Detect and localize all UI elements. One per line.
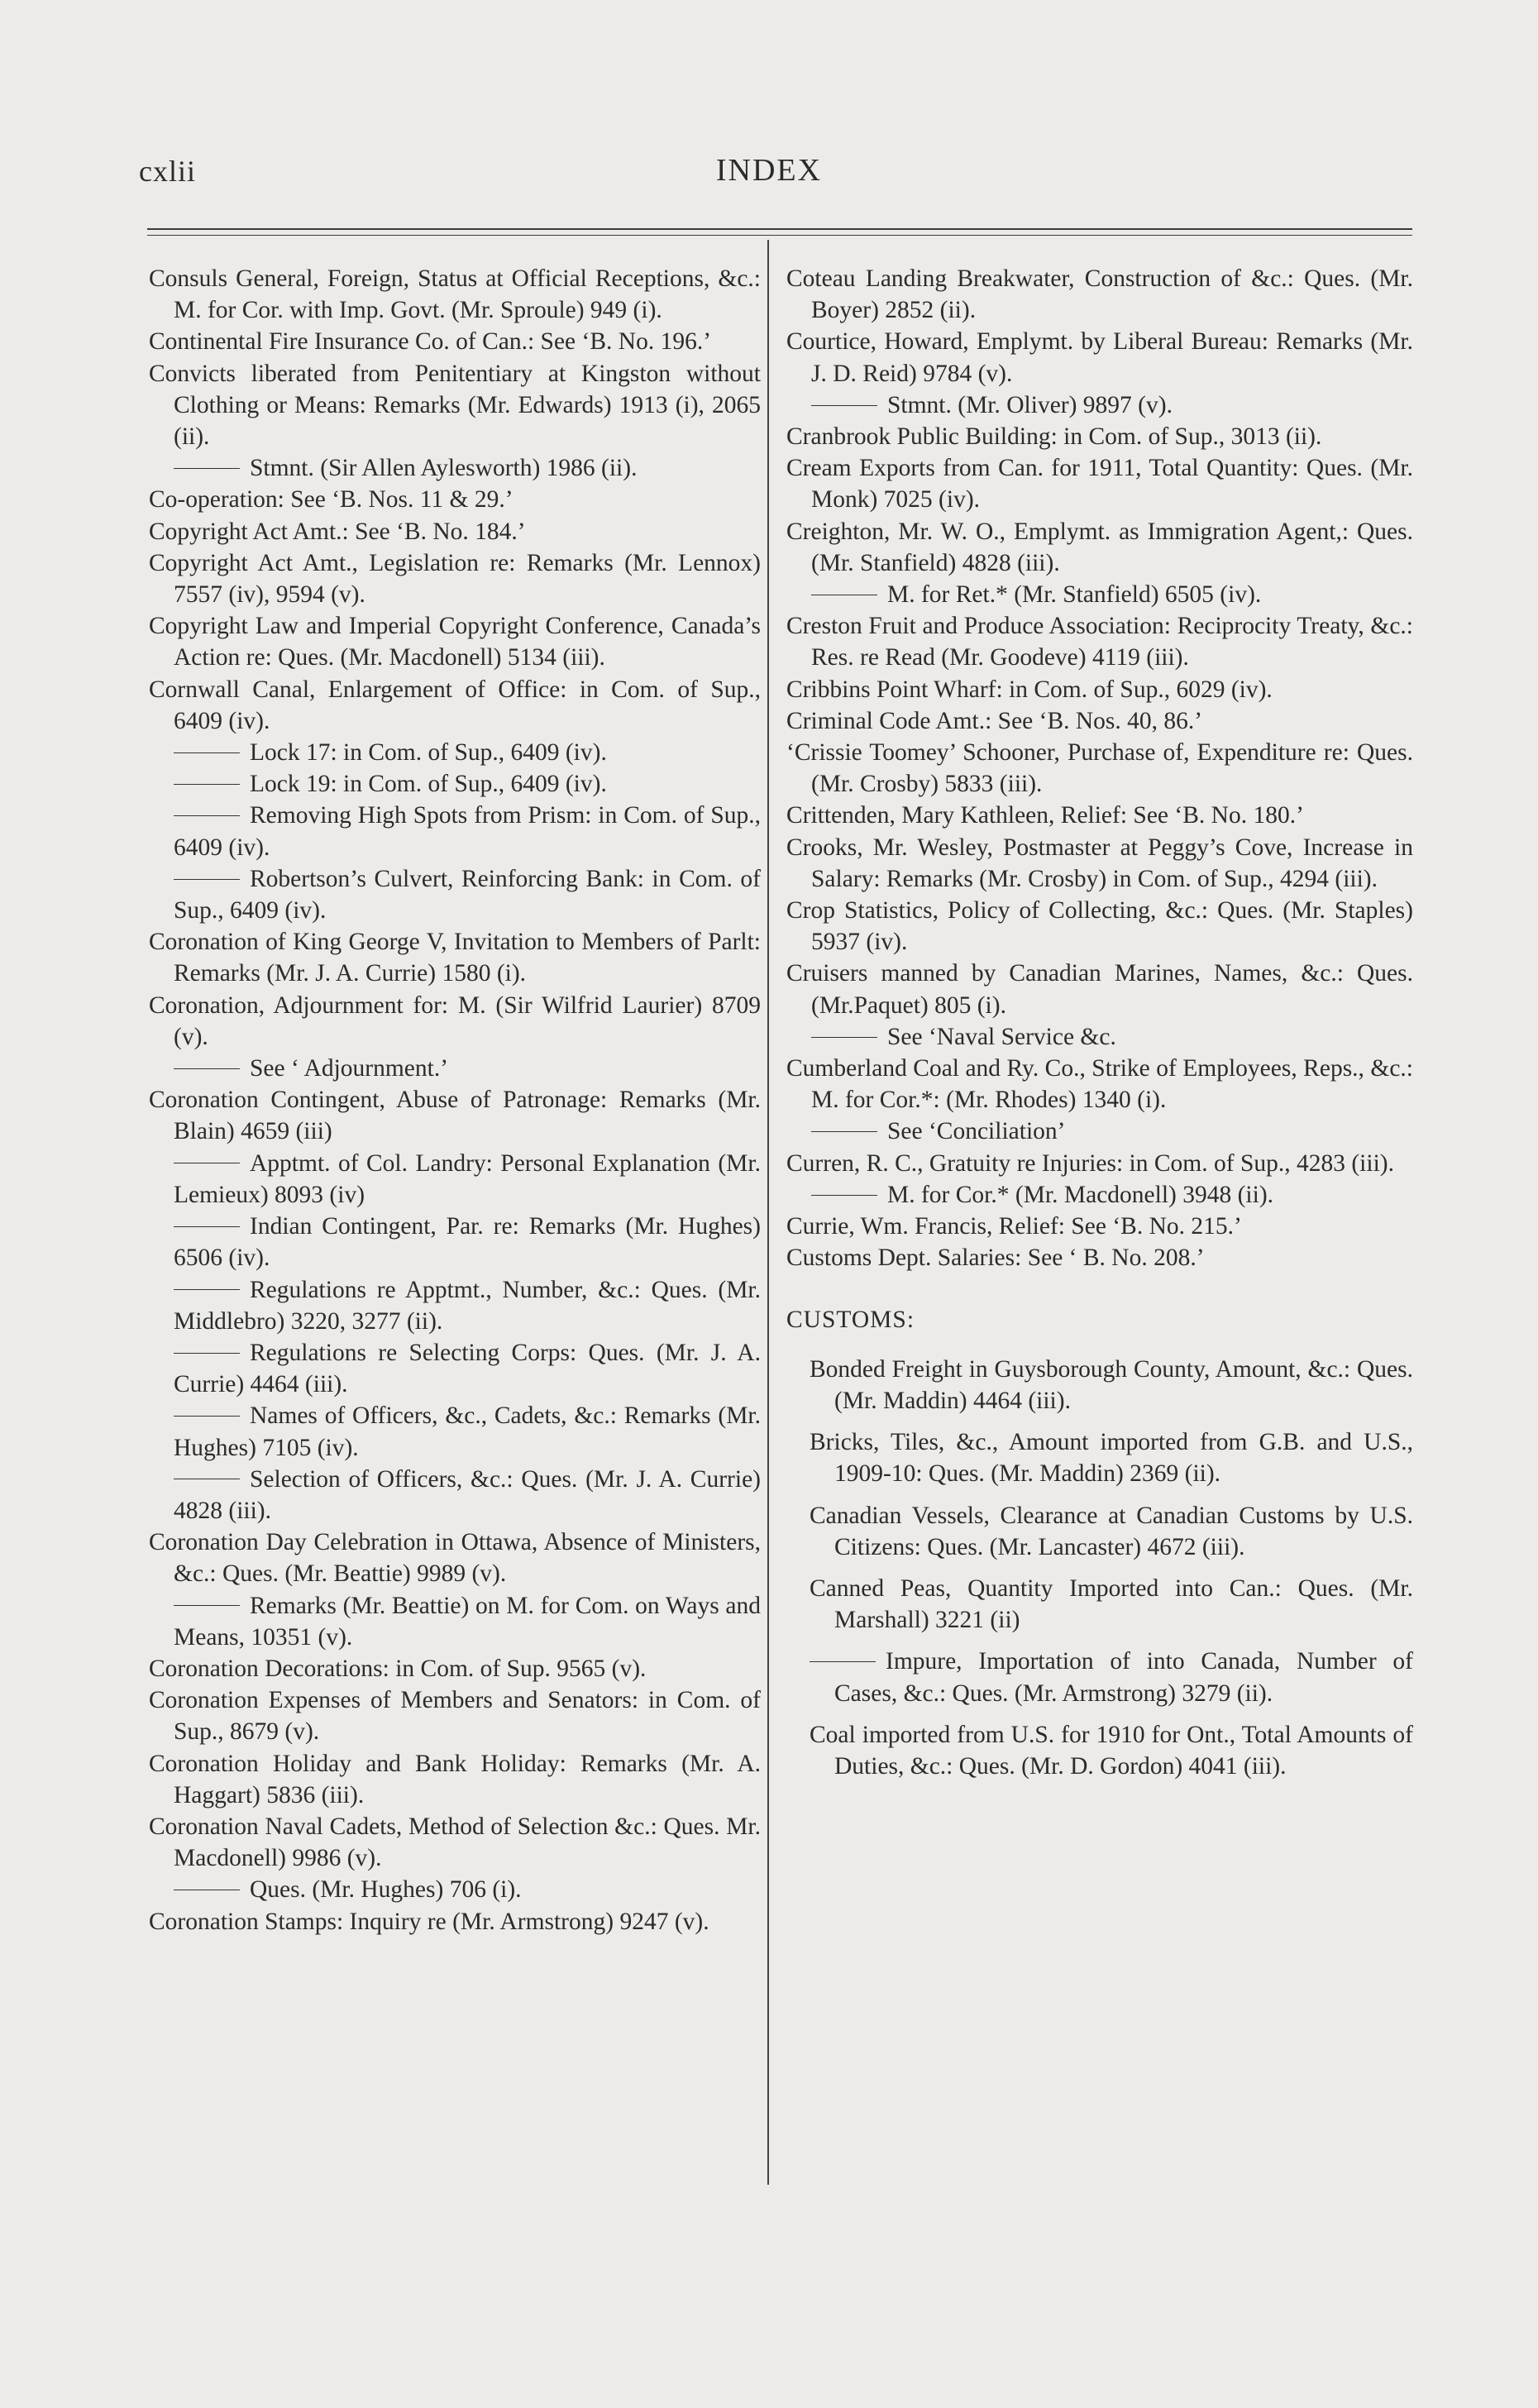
ditto-dash	[174, 1605, 240, 1606]
entry-text: Ques. (Mr. Hughes) 706 (i).	[250, 1876, 522, 1904]
ditto-dash	[811, 1195, 877, 1196]
index-subentry	[149, 863, 761, 926]
entry-text: Crittenden, Mary Kathleen, Relief: See ‘B. No. 180.’	[786, 802, 1304, 829]
entry-text: Cribbins Point Wharf: in Com. of Sup., 6029 (iv).	[786, 676, 1273, 703]
ditto-dash	[174, 1226, 240, 1227]
entry-text: Convicts liberated from Penitentiary at Kingston without Clothing or Means: Remarks (Mr. Edwards) 1913 (i), 2065 (ii).	[149, 360, 761, 451]
index-entry	[149, 484, 761, 515]
index-entry	[786, 832, 1413, 895]
index-entry	[149, 1684, 761, 1747]
right-column	[786, 263, 1413, 1792]
index-entry	[149, 926, 761, 989]
entry-text: Currie, Wm. Francis, Relief: See ‘B. No. 215.’	[786, 1213, 1242, 1240]
entry-text: Co-operation: See ‘B. Nos. 11 & 29.’	[149, 486, 513, 514]
index-subentry	[149, 1211, 761, 1273]
index-entry	[149, 547, 761, 610]
index-entry	[786, 1426, 1413, 1489]
index-entry	[786, 800, 1413, 831]
entry-text: M. for Cor.* (Mr. Macdonell) 3948 (ii).	[887, 1181, 1274, 1208]
entry-text: Impure, Importation of into Canada, Number of Cases, &c.: Ques. (Mr. Armstrong) 3279 (ii).	[834, 1648, 1413, 1707]
entry-text: Coronation Day Celebration in Ottawa, Absence of Ministers, &c.: Ques. (Mr. Beattie) 9989 (v).	[149, 1529, 761, 1588]
index-subentry	[149, 1148, 761, 1211]
entry-text: Coronation Holiday and Bank Holiday: Remarks (Mr. A. Haggart) 5836 (iii).	[149, 1750, 761, 1808]
entry-text: Criminal Code Amt.: See ‘B. Nos. 40, 86.’	[786, 707, 1203, 734]
entry-text: See ‘ Adjournment.’	[250, 1055, 449, 1082]
entry-text: Coronation Naval Cadets, Method of Selection &c.: Ques. Mr. Macdonell) 9986 (v).	[149, 1813, 761, 1872]
index-subentry	[149, 768, 761, 800]
index-entry	[786, 895, 1413, 958]
entry-text: Courtice, Howard, Emplymt. by Liberal Bureau: Remarks (Mr. J. D. Reid) 9784 (v).	[786, 328, 1413, 387]
index-subentry	[149, 1274, 761, 1337]
entry-text: Copyright Act Amt., Legislation re: Remarks (Mr. Lennox) 7557 (iv), 9594 (v).	[149, 549, 761, 609]
index-entry	[149, 1811, 761, 1874]
index-entry	[149, 516, 761, 547]
index-entry	[149, 1748, 761, 1811]
index-entry	[786, 1053, 1413, 1116]
index-subentry	[149, 1590, 761, 1653]
index-entry	[786, 1719, 1413, 1782]
index-entry	[149, 610, 761, 673]
index-subentry	[149, 800, 761, 862]
index-entry	[786, 610, 1413, 673]
entry-text: Coteau Landing Breakwater, Construction of &c.: Ques. (Mr. Boyer) 2852 (ii).	[786, 265, 1413, 324]
entry-text: Cumberland Coal and Ry. Co., Strike of Employees, Reps., &c.: M. for Cor.*: (Mr. Rhodes) 1340 (i).	[786, 1055, 1413, 1114]
index-entry	[149, 263, 761, 326]
header-rule-top	[147, 228, 1412, 230]
entry-text: Removing High Spots from Prism: in Com. of Sup., 6409 (iv).	[174, 802, 761, 861]
index-entry	[786, 705, 1413, 737]
entry-text: M. for Ret.* (Mr. Stanfield) 6505 (iv).	[887, 581, 1262, 609]
entry-text: Coronation Contingent, Abuse of Patronage: Remarks (Mr. Blain) 4659 (iii)	[149, 1087, 761, 1145]
entry-text: Copyright Law and Imperial Copyright Conference, Canada’s Action re: Ques. (Mr. Macdonell) 5134 (iii).	[149, 613, 761, 671]
right-entries	[786, 263, 1413, 1274]
entry-text: See ‘Naval Service &c.	[887, 1023, 1116, 1050]
entry-text: Customs Dept. Salaries: See ‘ B. No. 208.’	[786, 1245, 1205, 1272]
ditto-dash	[174, 468, 240, 469]
index-subentry	[149, 1053, 761, 1084]
index-entry	[786, 421, 1413, 452]
customs-entries	[786, 1354, 1413, 1782]
entry-text: Consuls General, Foreign, Status at Official Receptions, &c.: M. for Cor. with Imp. Govt. (Mr. Sproule) 949 (i).	[149, 265, 761, 324]
index-subentry	[149, 1337, 761, 1400]
index-entry	[149, 990, 761, 1053]
index-entry	[149, 358, 761, 453]
index-subentry	[786, 1116, 1413, 1147]
index-entry	[786, 674, 1413, 705]
entry-text: Cornwall Canal, Enlargement of Office: in Com. of Sup., 6409 (iv).	[149, 676, 761, 734]
entry-text: Lock 19: in Com. of Sup., 6409 (iv).	[250, 771, 607, 798]
entry-text: Coronation Expenses of Members and Senators: in Com. of Sup., 8679 (v).	[149, 1687, 761, 1746]
index-entry	[149, 1526, 761, 1589]
ditto-dash	[174, 752, 240, 753]
index-subentry	[149, 1874, 761, 1905]
entry-text: Cruisers manned by Canadian Marines, Names, &c.: Ques. (Mr.Paquet) 805 (i).	[786, 960, 1413, 1019]
entry-text: Stmnt. (Mr. Oliver) 9897 (v).	[887, 391, 1173, 418]
entry-text: Crop Statistics, Policy of Collecting, &c.: Ques. (Mr. Staples) 5937 (iv).	[786, 897, 1413, 956]
index-entry	[786, 1211, 1413, 1242]
entry-text: Stmnt. (Sir Allen Aylesworth) 1986 (ii).	[250, 455, 638, 482]
entry-text: Coronation, Adjournment for: M. (Sir Wilfrid Laurier) 8709 (v).	[149, 991, 761, 1050]
entry-text: Cream Exports from Can. for 1911, Total Quantity: Ques. (Mr. Monk) 7025 (iv).	[786, 455, 1413, 514]
index-entry	[786, 263, 1413, 326]
entry-text: See ‘Conciliation’	[887, 1118, 1066, 1145]
entry-text: Copyright Act Amt.: See ‘B. No. 184.’	[149, 518, 526, 545]
index-entry	[149, 1084, 761, 1147]
ditto-dash	[174, 1068, 240, 1069]
index-entry	[786, 1573, 1413, 1636]
entry-text: Canned Peas, Quantity Imported into Can.: Ques. (Mr. Marshall) 3221 (ii)	[810, 1574, 1413, 1634]
index-subentry	[786, 1646, 1413, 1708]
index-subentry	[149, 1464, 761, 1526]
index-entry	[786, 1354, 1413, 1417]
index-subentry	[149, 452, 761, 484]
entry-text: Regulations re Selecting Corps: Ques. (Mr. J. A. Currie) 4464 (iii).	[174, 1339, 761, 1398]
ditto-dash	[811, 405, 877, 406]
index-subentry	[786, 1021, 1413, 1053]
customs-heading: CUSTOMS:	[786, 1306, 915, 1333]
index-entry	[786, 737, 1413, 800]
index-entry	[149, 1653, 761, 1684]
ditto-dash	[174, 1353, 240, 1354]
index-entry	[149, 1906, 761, 1937]
ditto-dash	[174, 1289, 240, 1290]
index-subentry	[149, 1400, 761, 1463]
index-entry	[149, 674, 761, 737]
index-entry	[786, 516, 1413, 579]
page-title: INDEX	[715, 153, 823, 188]
ditto-dash	[174, 879, 240, 880]
index-subentry	[786, 1179, 1413, 1211]
entry-text: Coronation Decorations: in Com. of Sup. 9565 (v).	[149, 1655, 647, 1682]
header-rule-bottom	[147, 235, 1412, 236]
entry-text: Names of Officers, &c., Cadets, &c.: Remarks (Mr. Hughes) 7105 (iv).	[174, 1402, 761, 1461]
index-entry	[786, 1242, 1413, 1273]
entry-text: Lock 17: in Com. of Sup., 6409 (iv).	[250, 739, 607, 767]
index-entry	[786, 958, 1413, 1020]
ditto-dash	[810, 1661, 876, 1662]
entry-text: Coronation Stamps: Inquiry re (Mr. Armstrong) 9247 (v).	[149, 1908, 709, 1935]
entry-text: Bonded Freight in Guysborough County, Amount, &c.: Ques. (Mr. Maddin) 4464 (iii).	[810, 1355, 1413, 1414]
entry-text: Creston Fruit and Produce Association: Reciprocity Treaty, &c.: Res. re Read (Mr. Goodeve) 4119 (iii).	[786, 613, 1413, 671]
index-entry	[786, 1500, 1413, 1563]
index-entry	[786, 326, 1413, 389]
index-entry	[149, 326, 761, 357]
ditto-dash	[811, 1037, 877, 1038]
ditto-dash	[174, 1416, 240, 1417]
ditto-dash	[174, 784, 240, 785]
entry-text: Apptmt. of Col. Landry: Personal Explanation (Mr. Lemieux) 8093 (iv)	[174, 1149, 761, 1208]
entry-text: Robertson’s Culvert, Reinforcing Bank: in Com. of Sup., 6409 (iv).	[174, 865, 761, 924]
entry-text: Remarks (Mr. Beattie) on M. for Com. on Ways and Means, 10351 (v).	[174, 1592, 761, 1651]
entry-text: Selection of Officers, &c.: Ques. (Mr. J. A. Currie) 4828 (iii).	[174, 1465, 761, 1524]
index-entry	[786, 452, 1413, 515]
entry-text: Coal imported from U.S. for 1910 for Ont., Total Amounts of Duties, &c.: Ques. (Mr. D. Gordon) 4041 (iii).	[810, 1721, 1413, 1780]
index-entry	[786, 1148, 1413, 1179]
index-subentry	[786, 389, 1413, 421]
entry-text: Continental Fire Insurance Co. of Can.: See ‘B. No. 196.’	[149, 328, 712, 356]
entry-text: Curren, R. C., Gratuity re Injuries: in Com. of Sup., 4283 (iii).	[786, 1149, 1394, 1177]
entry-text: Regulations re Apptmt., Number, &c.: Ques. (Mr. Middlebro) 3220, 3277 (ii).	[174, 1276, 761, 1335]
entry-text: Indian Contingent, Par. re: Remarks (Mr. Hughes) 6506 (iv).	[174, 1213, 761, 1272]
ditto-dash	[174, 815, 240, 816]
page-number: cxlii	[139, 155, 196, 188]
entry-text: Cranbrook Public Building: in Com. of Sup., 3013 (ii).	[786, 423, 1322, 451]
left-column	[149, 263, 761, 1937]
entry-text: Crooks, Mr. Wesley, Postmaster at Peggy’s Cove, Increase in Salary: Remarks (Mr. Crosby) in Com. of Sup., 4294 (iii).	[786, 834, 1413, 892]
entry-text: Bricks, Tiles, &c., Amount imported from G.B. and U.S., 1909-10: Ques. (Mr. Maddin) 2369 (ii).	[810, 1429, 1413, 1488]
index-subentry	[149, 737, 761, 768]
entry-text: Creighton, Mr. W. O., Emplymt. as Immigration Agent,: Ques. (Mr. Stanfield) 4828 (iii).	[786, 518, 1413, 576]
entry-text: ‘Crissie Toomey’ Schooner, Purchase of, Expenditure re: Ques. (Mr. Crosby) 5833 (iii).	[786, 739, 1413, 798]
index-subentry	[786, 579, 1413, 610]
ditto-dash	[811, 1131, 877, 1132]
column-divider	[767, 240, 769, 2185]
entry-text: Coronation of King George V, Invitation to Members of Parlt: Remarks (Mr. J. A. Currie) 1580 (i).	[149, 929, 761, 987]
entry-text: Canadian Vessels, Clearance at Canadian Customs by U.S. Citizens: Ques. (Mr. Lancaster) 4672 (iii).	[810, 1502, 1413, 1560]
